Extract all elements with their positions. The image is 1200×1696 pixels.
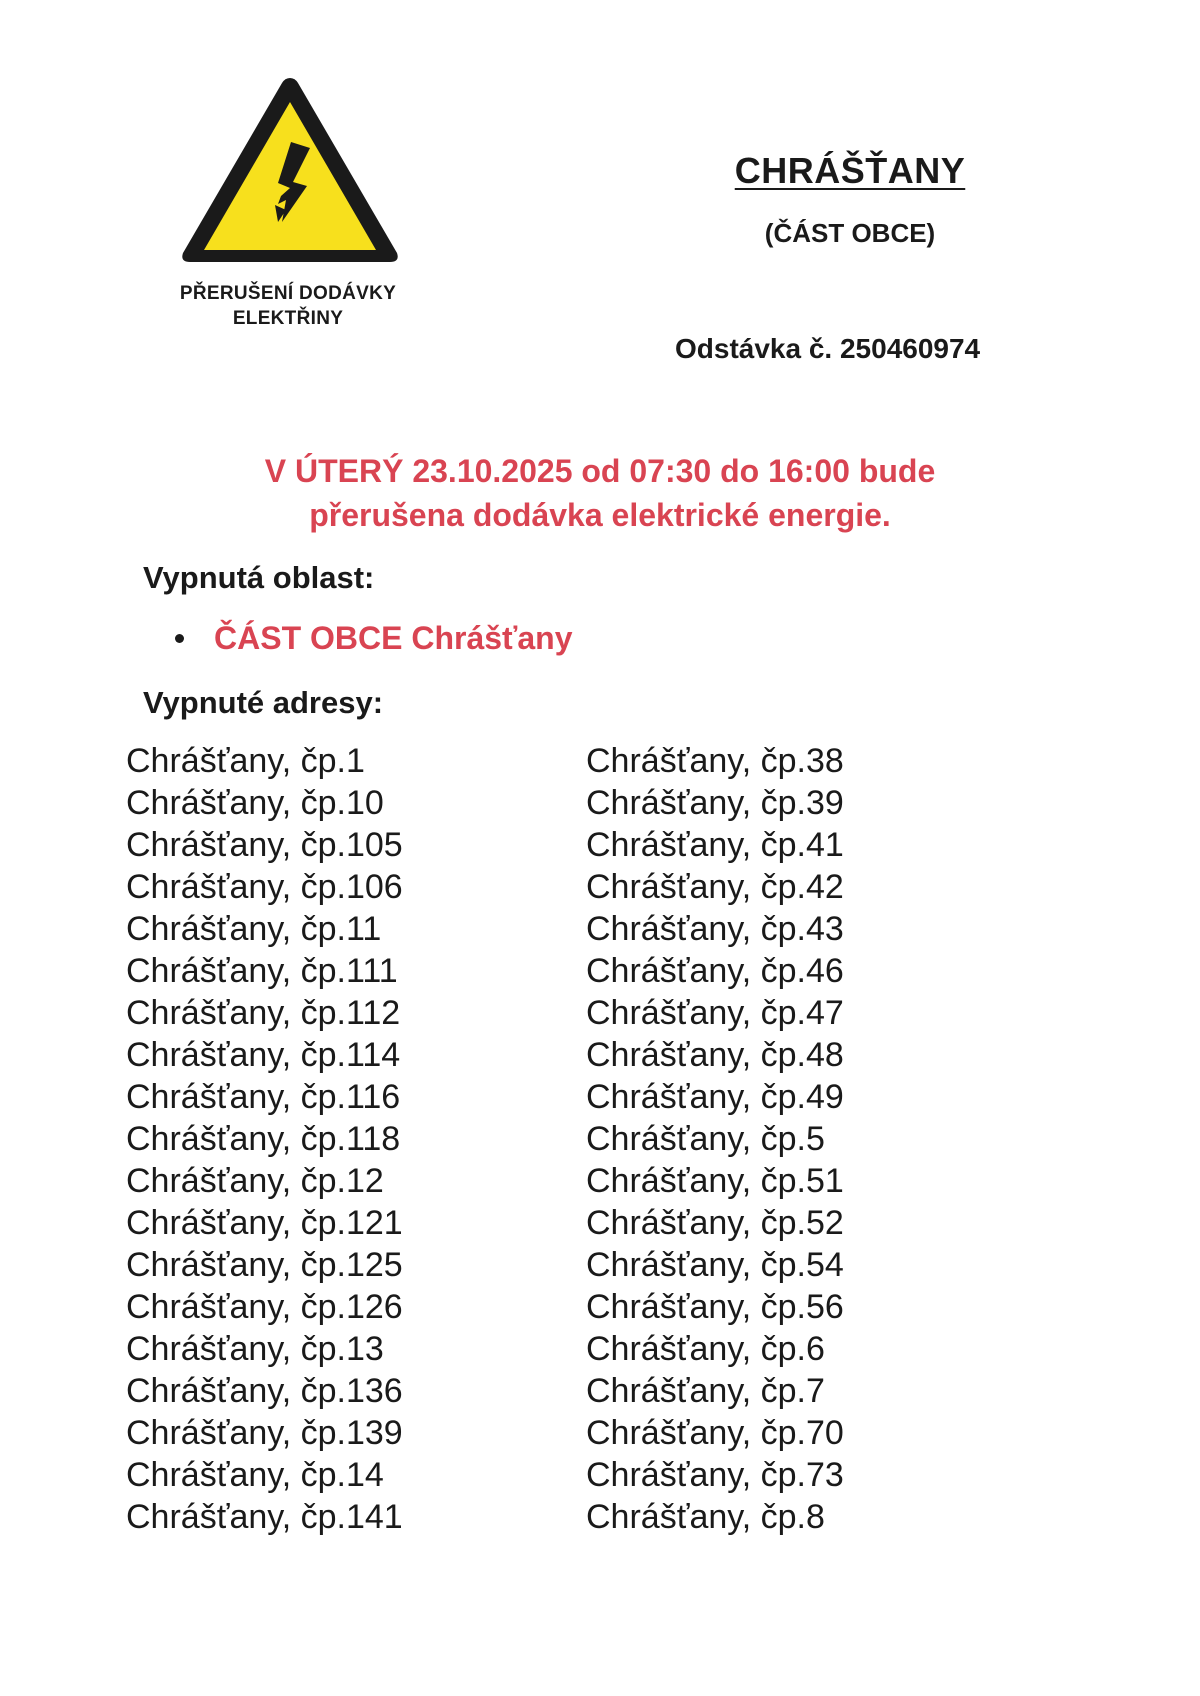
addresses-heading: Vypnuté adresy:: [143, 685, 384, 720]
address-item: Chrášťany, čp.5: [586, 1120, 825, 1158]
address-item: Chrášťany, čp.43: [586, 910, 844, 948]
outage-notice-line-2: přerušena dodávka elektrické energie.: [309, 497, 891, 533]
address-item: Chrášťany, čp.126: [126, 1288, 403, 1326]
address-item: Chrášťany, čp.111: [126, 952, 398, 990]
town-title: CHRÁŠŤANY: [734, 150, 966, 191]
address-item: Chrášťany, čp.6: [586, 1330, 825, 1368]
address-item: Chrášťany, čp.105: [126, 826, 403, 864]
address-item: Chrášťany, čp.8: [586, 1498, 825, 1536]
outage-number: Odstávka č. 250460974: [675, 333, 981, 364]
warning-caption: [120, 281, 456, 331]
address-item: Chrášťany, čp.54: [586, 1246, 844, 1284]
address-item: Chrášťany, čp.114: [126, 1036, 401, 1074]
address-item: Chrášťany, čp.106: [126, 868, 403, 906]
warning-caption-line-2: ELEKTŘINY: [232, 308, 344, 329]
address-item: Chrášťany, čp.73: [586, 1456, 844, 1494]
address-item: Chrášťany, čp.118: [126, 1120, 401, 1158]
address-item: Chrášťany, čp.56: [586, 1288, 844, 1326]
address-item: Chrášťany, čp.46: [586, 952, 844, 990]
address-list-left: [126, 740, 403, 1538]
address-item: Chrášťany, čp.47: [586, 994, 844, 1032]
address-item: Chrášťany, čp.7: [586, 1372, 825, 1410]
address-list-right: [586, 740, 844, 1538]
address-item: Chrášťany, čp.136: [126, 1372, 403, 1410]
address-item: Chrášťany, čp.39: [586, 784, 844, 822]
high-voltage-warning-icon: [178, 72, 402, 268]
town-subtitle: (ČÁST OBCE): [764, 218, 936, 248]
address-item: Chrášťany, čp.1: [126, 742, 365, 780]
address-item: Chrášťany, čp.52: [586, 1204, 844, 1242]
area-list-item: [175, 620, 573, 657]
address-item: Chrášťany, čp.13: [126, 1330, 384, 1368]
address-item: Chrášťany, čp.38: [586, 742, 844, 780]
address-item: Chrášťany, čp.12: [126, 1162, 384, 1200]
outage-notice: [60, 449, 1140, 537]
bullet-icon: [175, 634, 184, 643]
address-item: Chrášťany, čp.116: [126, 1078, 401, 1116]
address-item: Chrášťany, čp.70: [586, 1414, 844, 1452]
address-item: Chrášťany, čp.125: [126, 1246, 403, 1284]
address-item: Chrášťany, čp.10: [126, 784, 384, 822]
address-item: Chrášťany, čp.51: [586, 1162, 844, 1200]
address-item: Chrášťany, čp.112: [126, 994, 401, 1032]
address-item: Chrášťany, čp.14: [126, 1456, 384, 1494]
address-item: Chrášťany, čp.49: [586, 1078, 844, 1116]
address-item: Chrášťany, čp.121: [126, 1204, 403, 1242]
address-item: Chrášťany, čp.141: [126, 1498, 403, 1536]
address-item: Chrášťany, čp.139: [126, 1414, 403, 1452]
area-item-label: ČÁST OBCE Chrášťany: [214, 620, 573, 656]
address-item: Chrášťany, čp.11: [126, 910, 382, 948]
area-heading: Vypnutá oblast:: [143, 560, 375, 595]
address-item: Chrášťany, čp.48: [586, 1036, 844, 1074]
address-item: Chrášťany, čp.41: [586, 826, 844, 864]
address-item: Chrášťany, čp.42: [586, 868, 844, 906]
outage-notice-line-1: V ÚTERÝ 23.10.2025 od 07:30 do 16:00 bude: [264, 453, 936, 489]
warning-caption-line-1: PŘERUŠENÍ DODÁVKY: [179, 283, 397, 304]
